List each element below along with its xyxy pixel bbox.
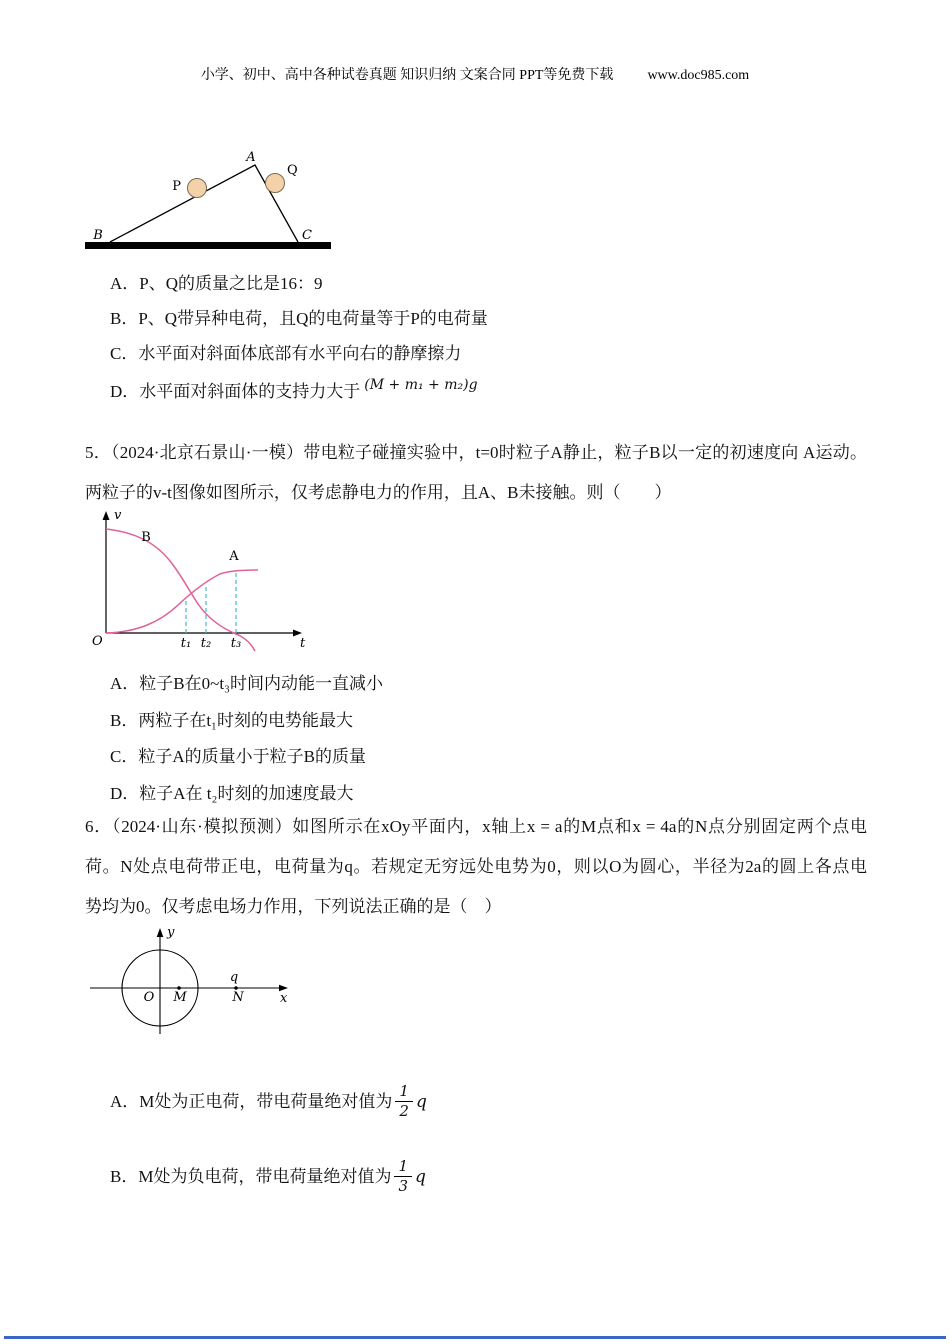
label-ball-p: P (172, 179, 181, 194)
point-m-label: M (173, 990, 187, 1005)
v-axis-label: v (114, 508, 122, 523)
q4-option-d-formula: (M + m₁ + m₂)g (364, 377, 478, 393)
label-ball-q: Q (287, 163, 298, 178)
v-axis-arrow (103, 511, 110, 520)
q6-option-a-text: A．M处为正电荷，带电荷量绝对值为 (110, 1091, 393, 1111)
header-link[interactable]: www.doc985.com (647, 68, 750, 83)
xoy-figure (88, 922, 298, 1042)
vt-graph-figure (88, 505, 318, 660)
q6-option-a (110, 1082, 427, 1121)
q6-stem-line1: 6．（2024·山东·模拟预测）如图所示在xOy平面内，x轴上x = a的M点和x = 4a的N点分别固定两个点电 (85, 817, 867, 836)
q4-option-c: C．水平面对斜面体底部有水平向右的静摩擦力 (110, 344, 462, 363)
fraction-denominator: 3 (398, 1176, 409, 1195)
curve-a-label: A (229, 549, 239, 564)
q4-option-b: B．P、Q带异种电荷，且Q的电荷量等于P的电荷量 (110, 309, 488, 328)
t-axis-label: t (300, 636, 306, 651)
tick-t3: t₃ (230, 636, 242, 651)
label-b: B (93, 228, 103, 243)
q6-option-a-fraction (395, 1083, 413, 1119)
ball-p (188, 179, 207, 198)
q6-option-b-text: B．M处为负电荷，带电荷量绝对值为 (110, 1166, 392, 1186)
q5-option-c: C．粒子A的质量小于粒子B的质量 (110, 747, 366, 766)
q5-option-d: D．粒子A在 t₂时刻的加速度最大 (110, 784, 354, 803)
charge-q-label: q (229, 970, 239, 985)
ground-line (85, 242, 331, 249)
bottom-border (4, 1336, 946, 1340)
q4-option-a: A．P、Q的质量之比是16：9 (110, 274, 323, 293)
fraction-numerator: 1 (395, 1083, 413, 1102)
origin-label: O (143, 990, 155, 1005)
q6-stem-line3: 势均为0。仅考虑电场力作用，下列说法正确的是（ ） (85, 897, 502, 916)
y-axis-arrow (157, 928, 164, 937)
label-apex-a: A (246, 150, 256, 165)
q6-option-b (110, 1157, 426, 1196)
q4-option-d (110, 377, 478, 405)
q5-option-a: A．粒子B在0~t₃时间内动能一直减小 (110, 674, 383, 693)
q5-option-b: B．两粒子在t₁时刻的电势能最大 (110, 711, 353, 730)
curve-b-label: B (141, 530, 151, 545)
q5-stem-line2: 两粒子的v-t图像如图所示，仅考虑静电力的作用，且A、B未接触。则（ ） (85, 483, 672, 502)
incline-figure (85, 148, 335, 258)
q5-stem-line1: 5．（2024·北京石景山·一模）带电粒子碰撞实验中，t=0时粒子A静止，粒子B以一定的初速度向 A运动。 (85, 443, 867, 462)
header-text: 小学、初中、高中各种试卷真题 知识归纳 文案合同 PPT等免费下载 (200, 68, 614, 83)
fraction-denominator: 2 (399, 1101, 409, 1120)
q6-stem-line2: 荷。N处点电荷带正电，电荷量为q。若规定无穷远处电势为0，则以O为圆心，半径为2a的圆上各点电 (85, 857, 867, 876)
x-axis-label: x (280, 991, 288, 1006)
y-axis-label: y (167, 925, 175, 940)
q6-option-b-suffix: q (415, 1166, 426, 1187)
label-c: C (302, 228, 312, 243)
q6-option-a-suffix: q (415, 1091, 427, 1112)
tick-t1: t₁ (180, 636, 192, 651)
origin-label: O (92, 634, 103, 649)
tick-t2: t₂ (200, 636, 212, 651)
ball-q (266, 174, 285, 193)
q4-option-d-text: D．水平面对斜面体的支持力大于 (110, 382, 361, 401)
q6-option-b-fraction (394, 1158, 412, 1194)
bottom-border-rect (4, 1336, 946, 1339)
fraction-numerator: 1 (394, 1158, 412, 1177)
page-header (0, 64, 950, 84)
point-n-label: N (232, 990, 244, 1005)
